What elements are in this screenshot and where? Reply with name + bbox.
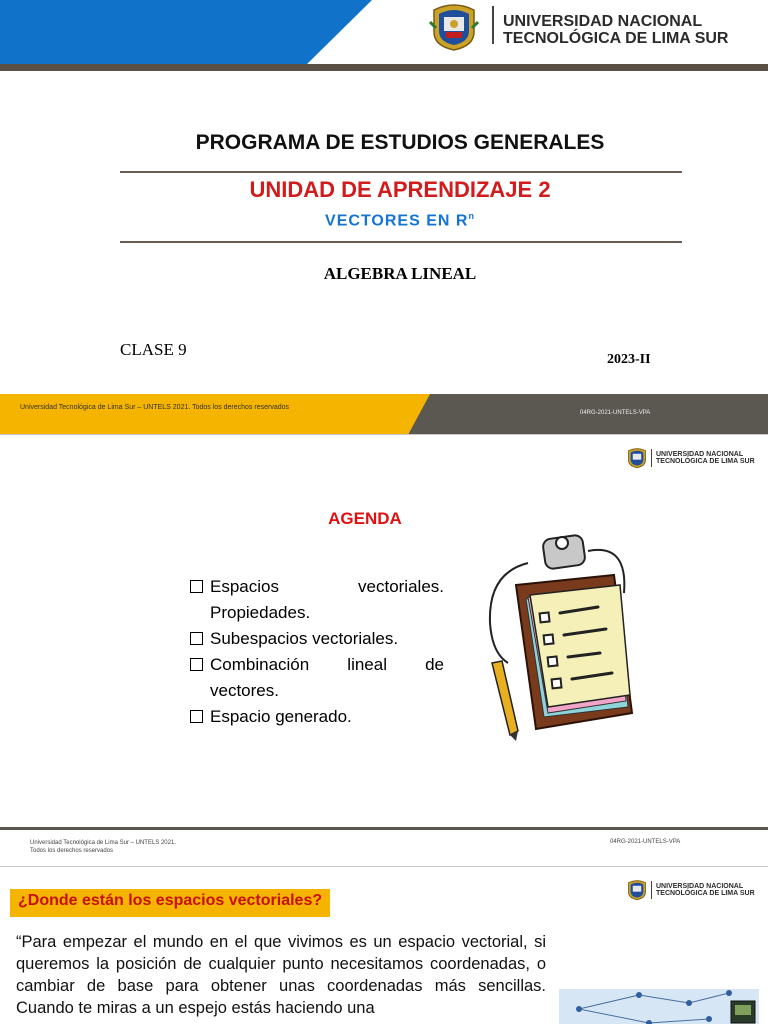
list-item	[188, 626, 444, 652]
course-title: ALGEBRA LINEAL	[323, 264, 477, 283]
topic-title	[0, 211, 768, 230]
header-blue-band	[0, 0, 372, 66]
list-item-text: Subespacios vectoriales.	[210, 629, 399, 648]
university-name-line1: UNIVERSIDAD NACIONAL	[503, 13, 703, 30]
university-crest-icon	[428, 2, 480, 52]
university-name-line2: TECNOLÓGICA DE LIMA SUR	[503, 29, 729, 47]
footer-code: 04RG-2021-UNTELS-VPA	[580, 410, 651, 416]
network-illustration	[559, 989, 759, 1024]
slide-footer	[0, 394, 768, 434]
title-slide	[0, 0, 768, 434]
logo-divider	[651, 449, 652, 467]
logo-divider	[651, 881, 652, 899]
agenda-list	[188, 574, 444, 730]
body-text: “Para empezar el mundo en el que vivimos es un espacio vectorial, si queremos la posición de cualquier punto necesitamos coordenadas, o cambiar de base para obtener unas coordenadas más sencillas. Cuando te miras a un espejo estás haciendo una	[16, 933, 546, 1017]
university-crest-icon	[626, 879, 648, 901]
university-name-line1: UNIVERSIDAD NACIONAL	[656, 883, 744, 890]
list-item	[188, 574, 444, 626]
university-name	[656, 451, 755, 466]
university-crest-icon	[626, 447, 648, 469]
checkbox-icon	[190, 580, 203, 593]
header-brown-bar	[0, 64, 768, 71]
section-title: ¿Donde están los espacios vectoriales?	[10, 889, 330, 917]
slide-header	[0, 0, 768, 72]
footer-yellow-band	[0, 394, 430, 434]
list-item-text: Combinación lineal de vectores.	[210, 655, 444, 700]
logo-divider	[492, 6, 494, 44]
university-name-line2: TECNOLÓGICA DE LIMA SUR	[656, 890, 755, 898]
program-title: PROGRAMA DE ESTUDIOS GENERALES	[195, 131, 605, 154]
list-item-text: Espacio generado.	[210, 707, 352, 726]
footer-copyright: Universidad Tecnológica de Lima Sur – UNTELS 2021. Todos los derechos reservados	[20, 404, 290, 411]
clipboard-illustration	[478, 523, 638, 743]
agenda-heading: AGENDA	[328, 509, 402, 528]
topic-superscript: n	[468, 211, 475, 221]
university-logo-small	[626, 879, 766, 903]
divider-top	[120, 171, 682, 173]
academic-period: 2023-II	[607, 352, 651, 367]
list-item	[188, 652, 444, 704]
footer-copyright-line2: Todos los derechos reservados	[30, 848, 114, 855]
university-logo-small	[626, 447, 766, 471]
topic-text: VECTORES EN R	[325, 212, 469, 230]
checkbox-icon	[190, 632, 203, 645]
divider-bottom	[120, 241, 682, 243]
checkbox-icon	[190, 658, 203, 671]
agenda-slide	[0, 434, 768, 866]
footer-copyright-line1: Universidad Tecnológica de Lima Sur – UNTELS 2021.	[30, 840, 176, 846]
content-slide	[0, 866, 768, 1024]
footer-code: 04RG-2021-UNTELS-VPA	[610, 839, 681, 845]
university-name	[656, 883, 755, 898]
list-item	[188, 704, 444, 730]
university-name	[503, 14, 728, 48]
class-number: CLASE 9	[120, 340, 187, 359]
footer-copyright	[30, 839, 176, 856]
footer-rule	[0, 827, 768, 830]
checkbox-icon	[190, 710, 203, 723]
list-item-text: Espacios vectoriales. Propiedades.	[210, 577, 444, 622]
university-name-line2: TECNOLÓGICA DE LIMA SUR	[656, 458, 755, 466]
unit-title: UNIDAD DE APRENDIZAJE 2	[249, 177, 551, 202]
university-name-line1: UNIVERSIDAD NACIONAL	[656, 451, 744, 458]
